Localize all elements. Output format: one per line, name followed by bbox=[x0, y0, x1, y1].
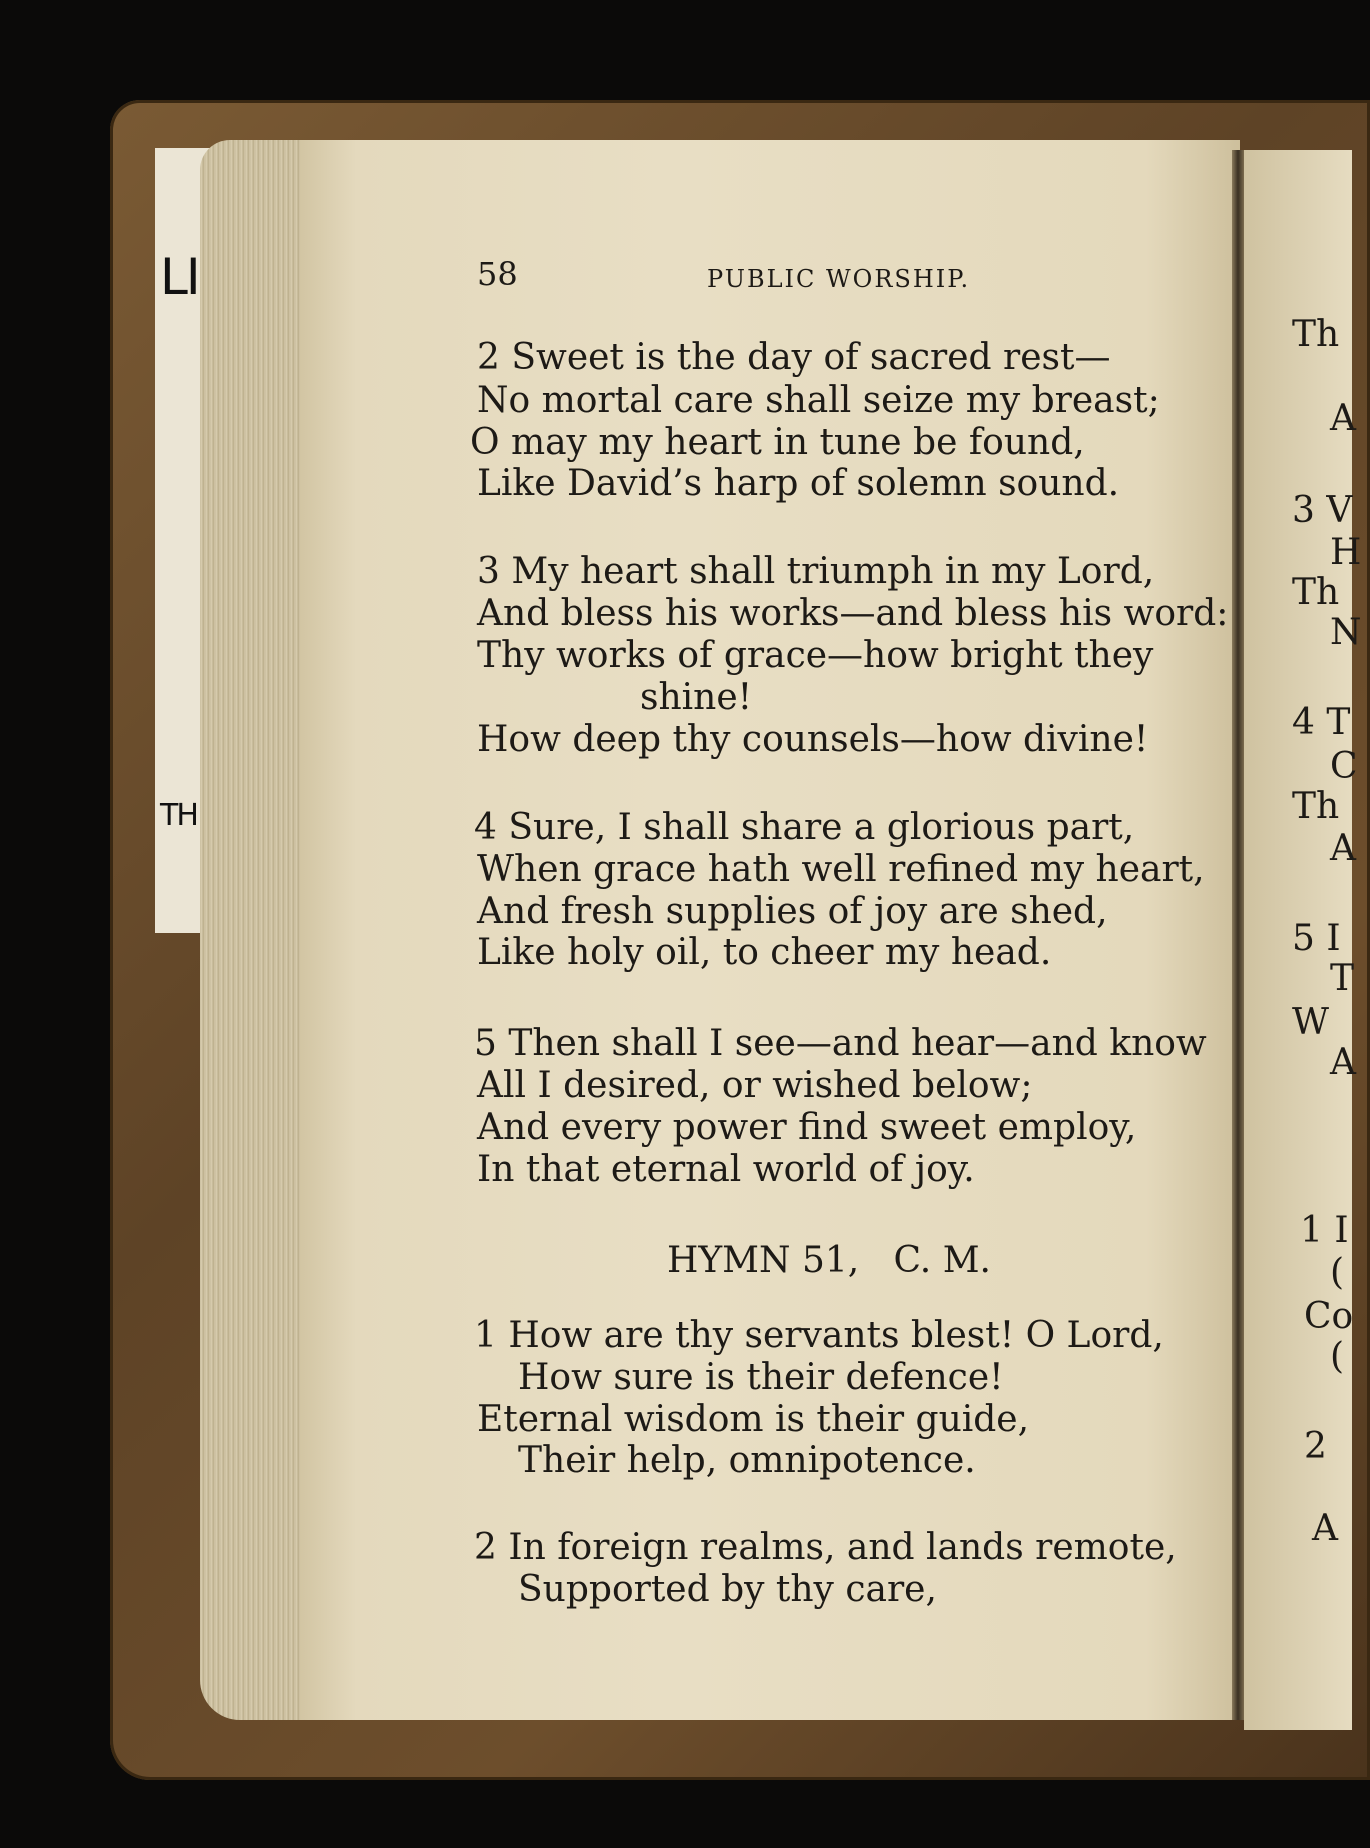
facing-fragment: A bbox=[1330, 828, 1356, 869]
facing-fragment: C bbox=[1330, 746, 1358, 787]
page-header bbox=[477, 255, 971, 293]
facing-fragment: 3 V bbox=[1292, 490, 1353, 531]
facing-fragment: ( bbox=[1330, 1252, 1345, 1293]
text-line: Like David’s harp of solemn sound. bbox=[477, 463, 1120, 504]
facing-fragment: H bbox=[1330, 532, 1362, 573]
page-number: 58 bbox=[477, 255, 518, 293]
text-line: How sure is their defence! bbox=[518, 1357, 1004, 1398]
text-line: O may my heart in tune be found, bbox=[470, 422, 1085, 463]
text-line: Their help, omnipotence. bbox=[518, 1440, 976, 1481]
facing-fragment: Th bbox=[1292, 572, 1340, 613]
text-line: 3 My heart shall triumph in my Lord, bbox=[477, 551, 1155, 592]
facing-fragment: A bbox=[1330, 1042, 1356, 1083]
facing-fragment: A bbox=[1312, 1508, 1338, 1549]
text-line: All I desired, or wished below; bbox=[477, 1065, 1033, 1106]
facing-fragment: A bbox=[1330, 398, 1356, 439]
text-line: Thy works of grace—how bright they bbox=[477, 635, 1154, 676]
book-gutter bbox=[1232, 150, 1244, 1720]
facing-fragment: W bbox=[1292, 1002, 1330, 1043]
facing-fragment: 5 I bbox=[1292, 918, 1341, 959]
bookplate-text-top: LI bbox=[160, 248, 199, 306]
facing-page bbox=[1244, 150, 1362, 1730]
text-line: Eternal wisdom is their guide, bbox=[477, 1399, 1030, 1440]
text-line: 1 How are thy servants blest! O Lord, bbox=[474, 1315, 1164, 1356]
text-line: No mortal care shall seize my breast; bbox=[477, 380, 1160, 421]
text-line: 5 Then shall I see—and hear—and know bbox=[474, 1023, 1207, 1064]
text-line: And fresh supplies of joy are shed, bbox=[477, 891, 1108, 932]
facing-fragment: N bbox=[1330, 612, 1362, 653]
facing-fragment: Co bbox=[1304, 1296, 1354, 1337]
text-line: Supported by thy care, bbox=[518, 1569, 937, 1610]
text-line: Like holy oil, to cheer my head. bbox=[477, 932, 1052, 973]
bookplate-text-bottom: TH bbox=[160, 798, 197, 833]
text-line: In that eternal world of joy. bbox=[477, 1149, 975, 1190]
text-line: When grace hath well refined my heart, bbox=[477, 849, 1205, 890]
text-line: And bless his works—and bless his word: bbox=[477, 593, 1229, 634]
facing-fragment: Th bbox=[1292, 786, 1340, 827]
text-line: 2 Sweet is the day of sacred rest— bbox=[477, 337, 1111, 378]
text-line: How deep thy counsels—how divine! bbox=[477, 719, 1149, 760]
facing-fragment: 4 T bbox=[1292, 702, 1351, 743]
facing-fragment: T bbox=[1330, 958, 1355, 999]
facing-fragment: 2 bbox=[1304, 1426, 1327, 1467]
facing-fragment: 1 I bbox=[1300, 1210, 1349, 1251]
text-line: shine! bbox=[640, 677, 753, 718]
hymn-heading: HYMN 51, C. M. bbox=[667, 1240, 991, 1281]
facing-fragment: ( bbox=[1330, 1336, 1345, 1377]
text-line: And every power find sweet employ, bbox=[477, 1107, 1137, 1148]
running-title: PUBLIC WORSHIP. bbox=[707, 265, 971, 293]
facing-fragment: Th bbox=[1292, 314, 1340, 355]
text-line: 4 Sure, I shall share a glorious part, bbox=[474, 807, 1135, 848]
text-line: 2 In foreign realms, and lands remote, bbox=[474, 1527, 1177, 1568]
